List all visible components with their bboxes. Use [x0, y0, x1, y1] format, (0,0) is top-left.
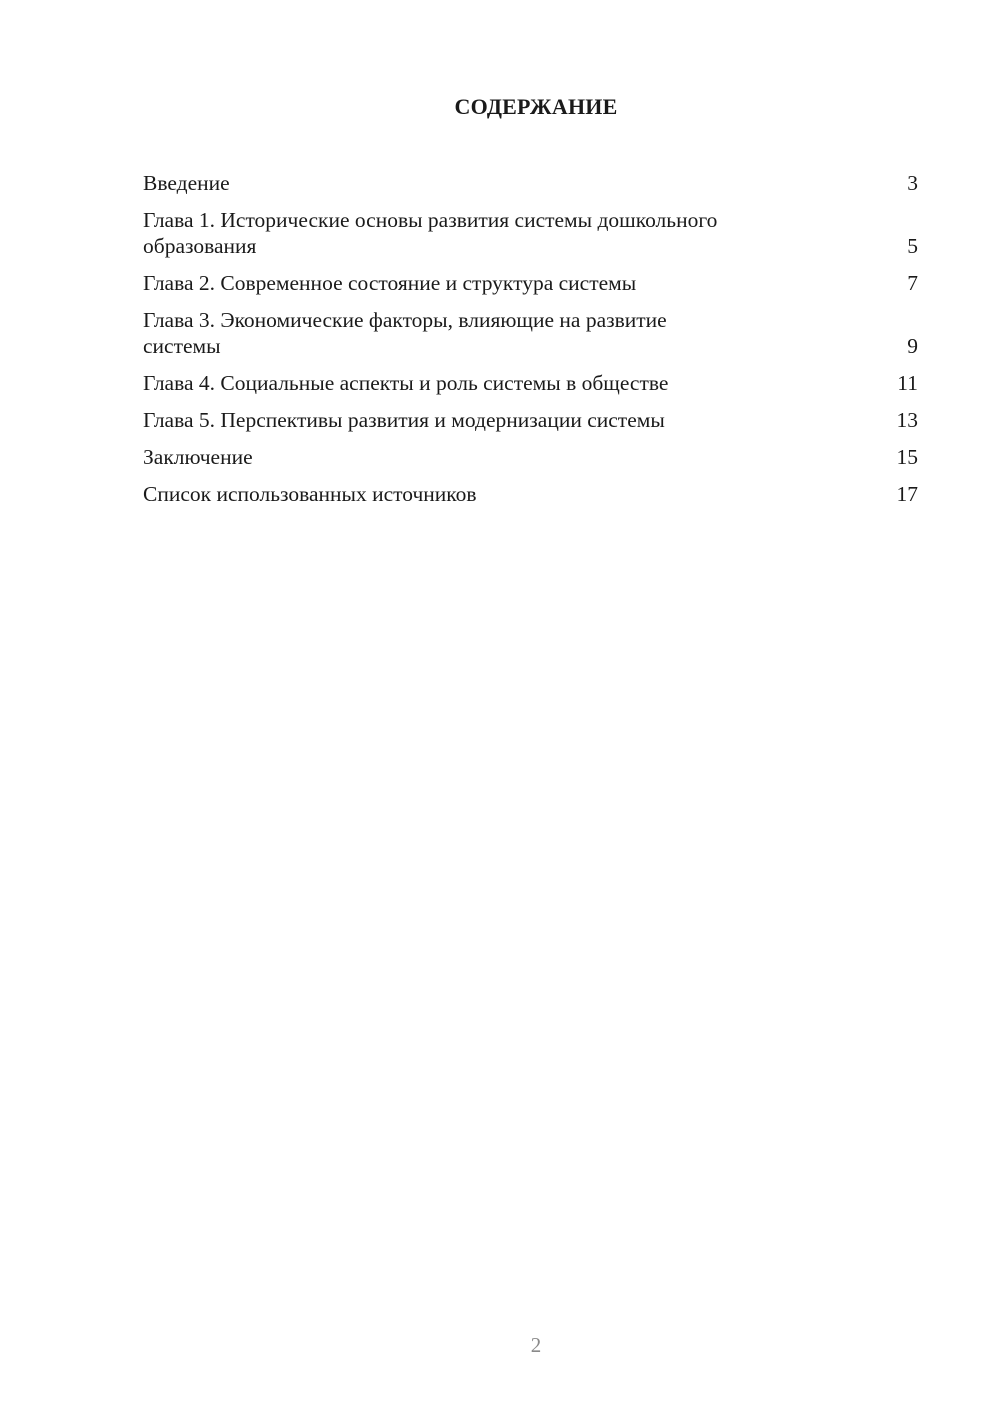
toc-entry-conclusion[interactable]: [143, 444, 918, 470]
page-title: СОДЕРЖАНИЕ: [454, 94, 618, 119]
toc-entry-page: 13: [896, 408, 918, 432]
toc-entry-chapter-1[interactable]: [143, 207, 918, 259]
toc-entry-title: Введение: [143, 171, 230, 195]
toc-entry-title: Глава 2. Современное состояние и структура системы: [143, 271, 637, 295]
toc-entry-chapter-5[interactable]: [143, 407, 918, 433]
toc-entry-page: 5: [907, 234, 918, 258]
toc-entry-page: 15: [896, 445, 918, 469]
toc-entry-page: 17: [896, 482, 918, 506]
toc-entry-chapter-4[interactable]: [143, 370, 918, 396]
toc-entry-title: Глава 4. Социальные аспекты и роль системы в обществе: [143, 371, 669, 395]
toc-entry-title: Список использованных источников: [143, 482, 477, 506]
toc-entry-title: Заключение: [143, 445, 253, 469]
toc-entry-title: Глава 1. Исторические основы развития системы дошкольного образования: [143, 208, 718, 258]
toc-entry-introduction[interactable]: [143, 170, 918, 196]
toc-entry-chapter-3[interactable]: [143, 307, 918, 359]
toc-entry-references[interactable]: [143, 481, 918, 507]
toc-entry-chapter-2[interactable]: [143, 270, 918, 296]
page-number: 2: [530, 1333, 542, 1357]
toc-entry-page: 11: [897, 371, 918, 395]
toc-entry-page: 9: [907, 334, 918, 358]
toc-entry-page: 3: [907, 171, 918, 195]
table-of-contents: [143, 170, 918, 518]
toc-entry-title: Глава 5. Перспективы развития и модернизации системы: [143, 408, 665, 432]
toc-entry-page: 7: [907, 271, 918, 295]
toc-entry-title: Глава 3. Экономические факторы, влияющие на развитие системы: [143, 308, 667, 358]
